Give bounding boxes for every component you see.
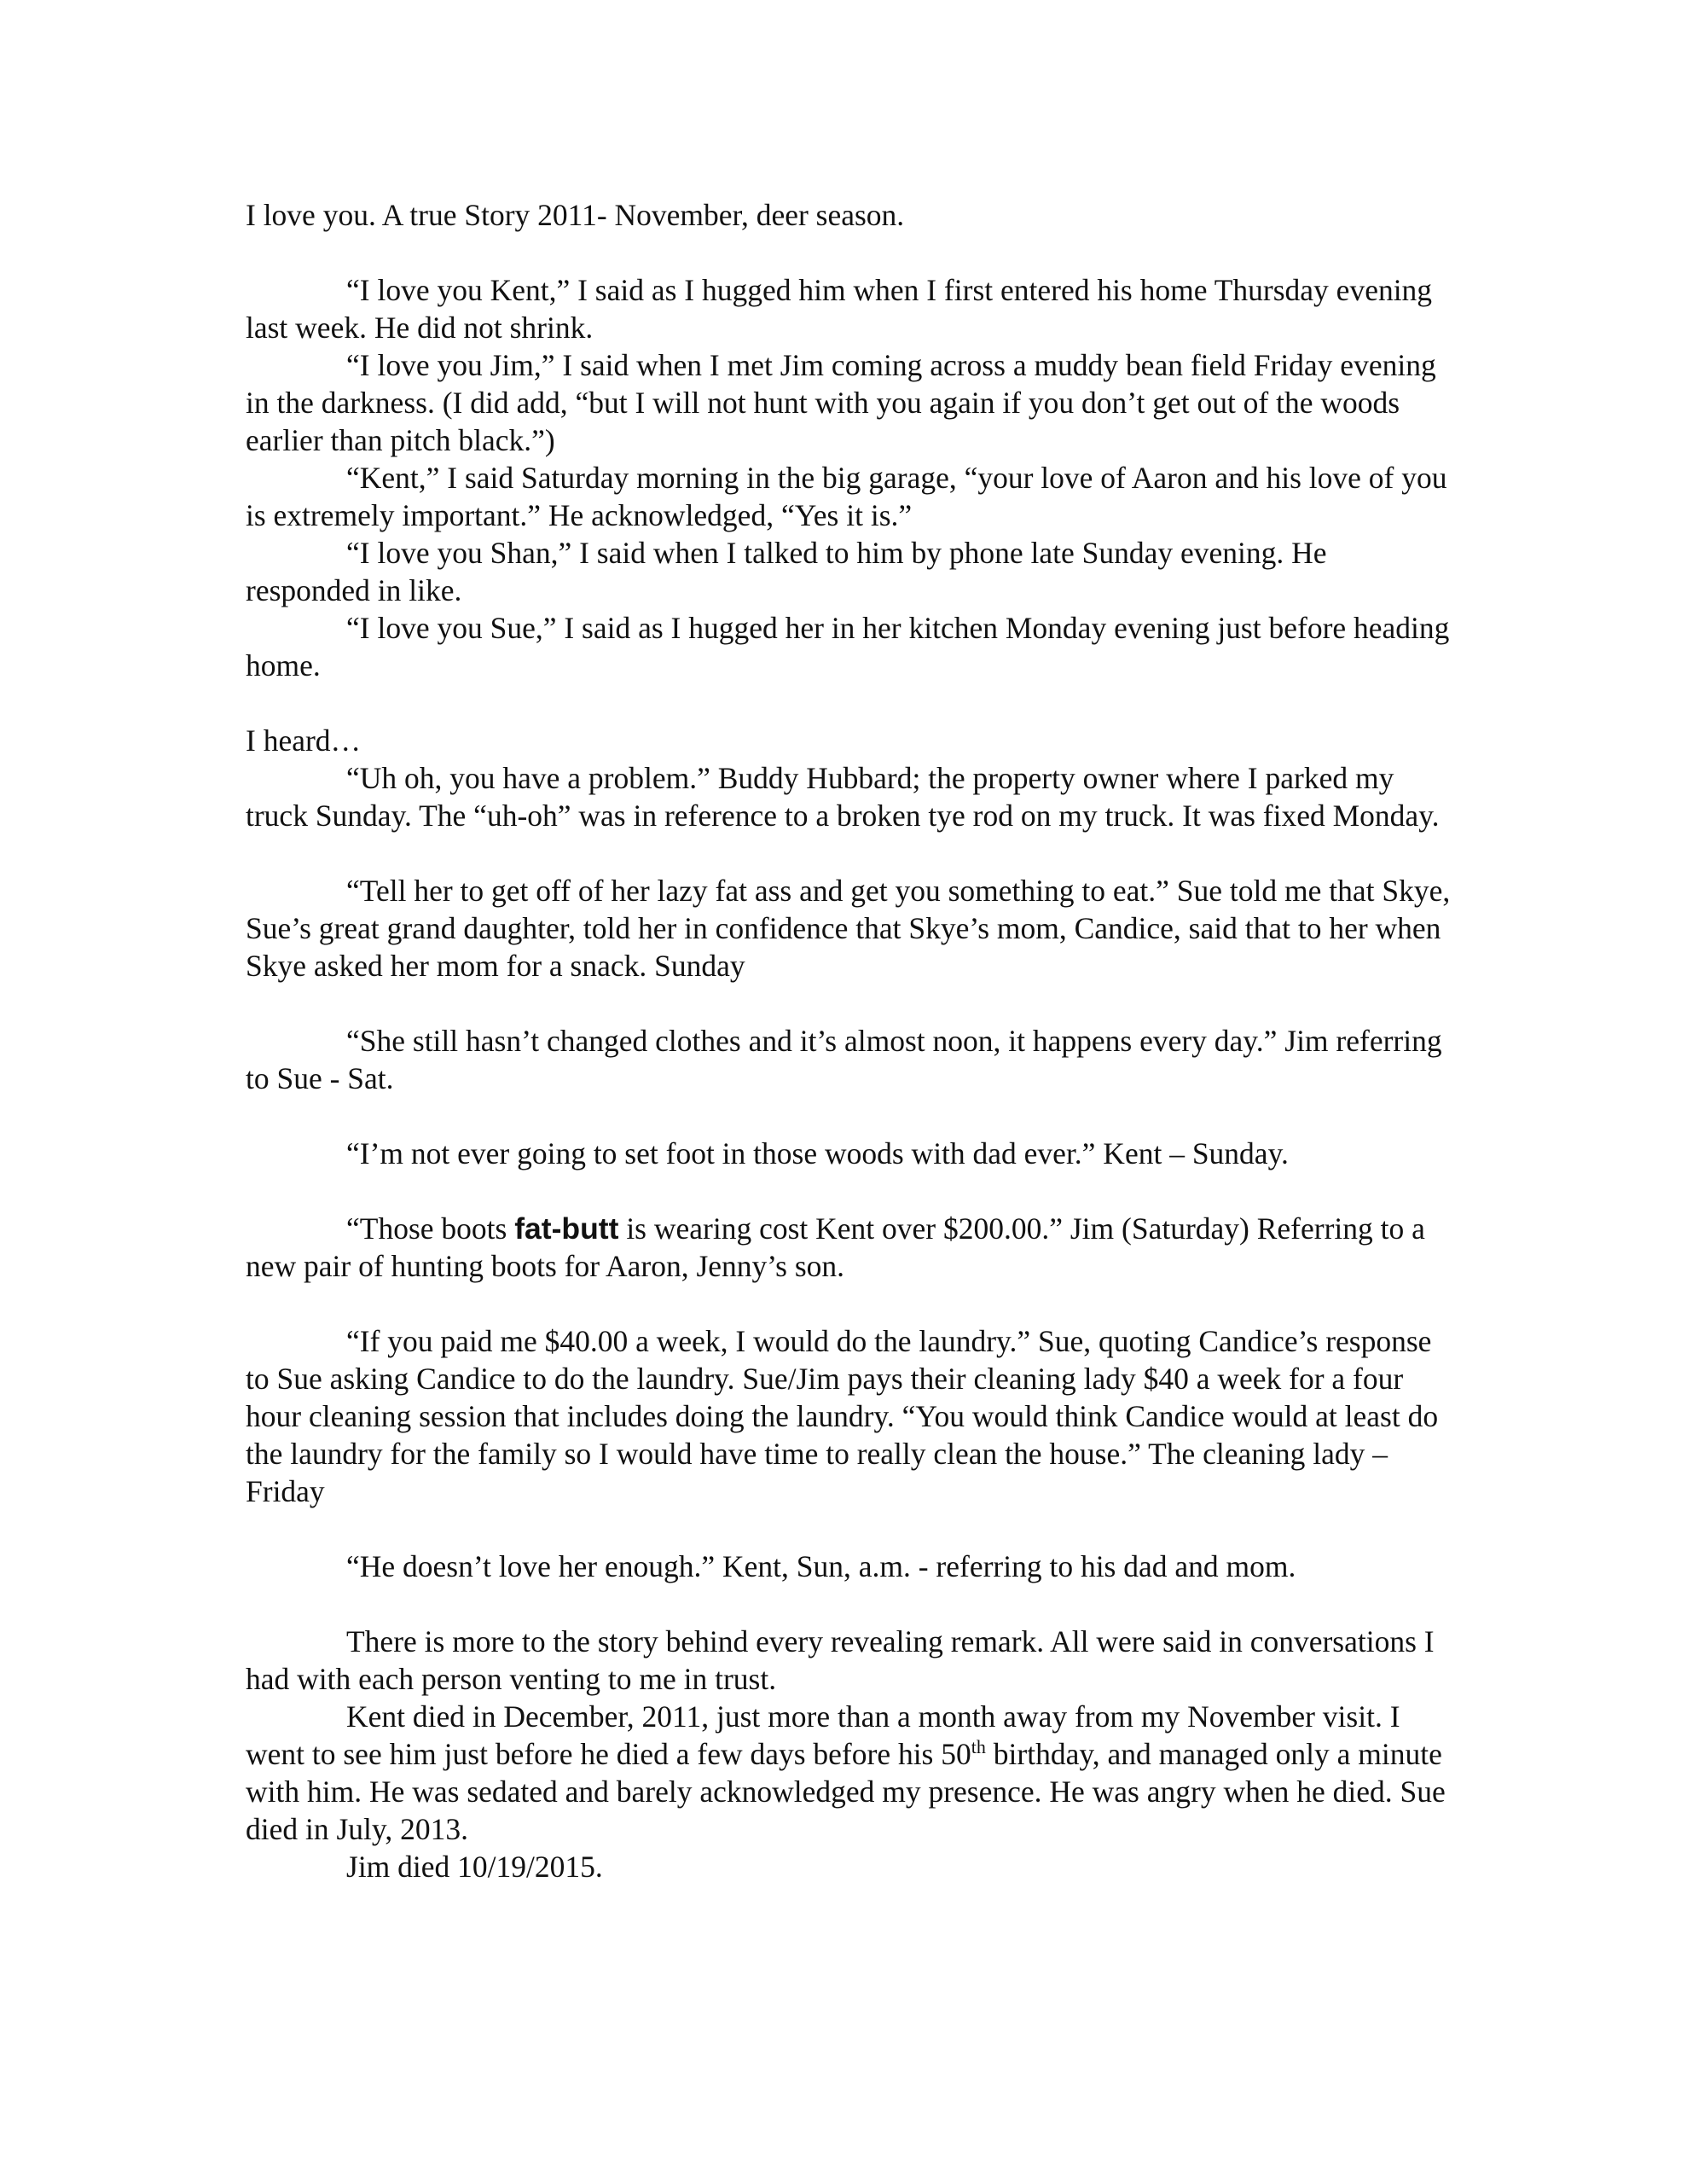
heard-quote-love-enough: “He doesn’t love her enough.” Kent, Sun, a.m. - referring to his dad and mom.	[346, 1549, 1296, 1583]
kent-death-text-before: Kent died in December, 2011, just more than a month away from my November visit. I went to see him just before he died a few days before his 50	[246, 1699, 1400, 1771]
love-paragraph-kent-aaron: “Kent,” I said Saturday morning in the big garage, “your love of Aaron and his love of you is extremely important.” He acknowledged, “Yes it is.”	[246, 461, 1447, 532]
paragraph-gap	[246, 1172, 1457, 1210]
closing-paragraph-jim-death: Jim died 10/19/2015.	[346, 1850, 603, 1884]
love-paragraph-kent: “I love you Kent,” I said as I hugged him when I first entered his home Thursday evening last week. He did not shrink.	[246, 273, 1433, 345]
paragraph-gap	[246, 684, 1457, 722]
heard-quote-kent-woods: “I’m not ever going to set foot in those woods with dad ever.” Kent – Sunday.	[346, 1136, 1289, 1170]
love-paragraph-sue: “I love you Sue,” I said as I hugged her in her kitchen Monday evening just before heading home.	[246, 611, 1450, 682]
boots-text-after: is wearing cost Kent over $200.00.” Jim (Saturday) Referring to a new pair of hunting boots for Aaron, Jenny’s son.	[246, 1211, 1425, 1283]
document-title: I love you. A true Story 2011- November, deer season.	[246, 198, 905, 232]
closing-paragraph-kent-death	[246, 1698, 1457, 1848]
ordinal-superscript: th	[971, 1736, 986, 1758]
heard-heading: I heard…	[246, 723, 362, 758]
paragraph-gap	[246, 234, 1457, 271]
heard-quote-buddy: “Uh oh, you have a problem.” Buddy Hubbard; the property owner where I parked my truck Sunday. The “uh-oh” was in reference to a broken tye rod on my truck. It was fixed Monday.	[246, 761, 1440, 833]
love-paragraph-jim: “I love you Jim,” I said when I met Jim coming across a muddy bean field Friday evening in the darkness. (I did add, “but I will not hunt with you again if you don’t get out of the woods earlier than pitch black.”)	[246, 348, 1436, 457]
heard-quote-candice: “Tell her to get off of her lazy fat ass and get you something to eat.” Sue told me that Skye, Sue’s great grand daughter, told her in confidence that Skye’s mom, Candice, said that to her when Skye asked her mom for a snack. Sunday	[246, 874, 1451, 983]
love-paragraph-shan: “I love you Shan,” I said when I talked to him by phone late Sunday evening. He responded in like.	[246, 536, 1327, 607]
boots-bold-phrase: fat-butt	[514, 1211, 619, 1246]
paragraph-gap	[246, 1285, 1457, 1322]
paragraph-gap	[246, 985, 1457, 1022]
heard-quote-laundry: “If you paid me $40.00 a week, I would do the laundry.” Sue, quoting Candice’s response to Sue asking Candice to do the laundry. Sue/Jim pays their cleaning lady $40 a week for a four hour cleaning session that includes doing the laundry. “You would think Candice would at least do the laundry for the family so I would have time to really clean the house.” The cleaning lady – Friday	[246, 1324, 1439, 1508]
paragraph-gap	[246, 1585, 1457, 1623]
closing-paragraph-remarks: There is more to the story behind every revealing remark. All were said in conversations I had with each person venting to me in trust.	[246, 1624, 1435, 1696]
kent-death-text-after: birthday, and managed only a minute with him. He was sedated and barely acknowledged my presence. He was angry when he died. Sue died in July, 2013.	[246, 1737, 1446, 1846]
paragraph-gap	[246, 1097, 1457, 1135]
document-body	[246, 196, 1457, 1885]
heard-quote-boots	[246, 1210, 1457, 1285]
boots-text-before: “Those boots	[346, 1211, 515, 1246]
heard-quote-jim-sue: “She still hasn’t changed clothes and it’s almost noon, it happens every day.” Jim referring to Sue - Sat.	[246, 1024, 1442, 1095]
paragraph-gap	[246, 1510, 1457, 1548]
paragraph-gap	[246, 834, 1457, 872]
